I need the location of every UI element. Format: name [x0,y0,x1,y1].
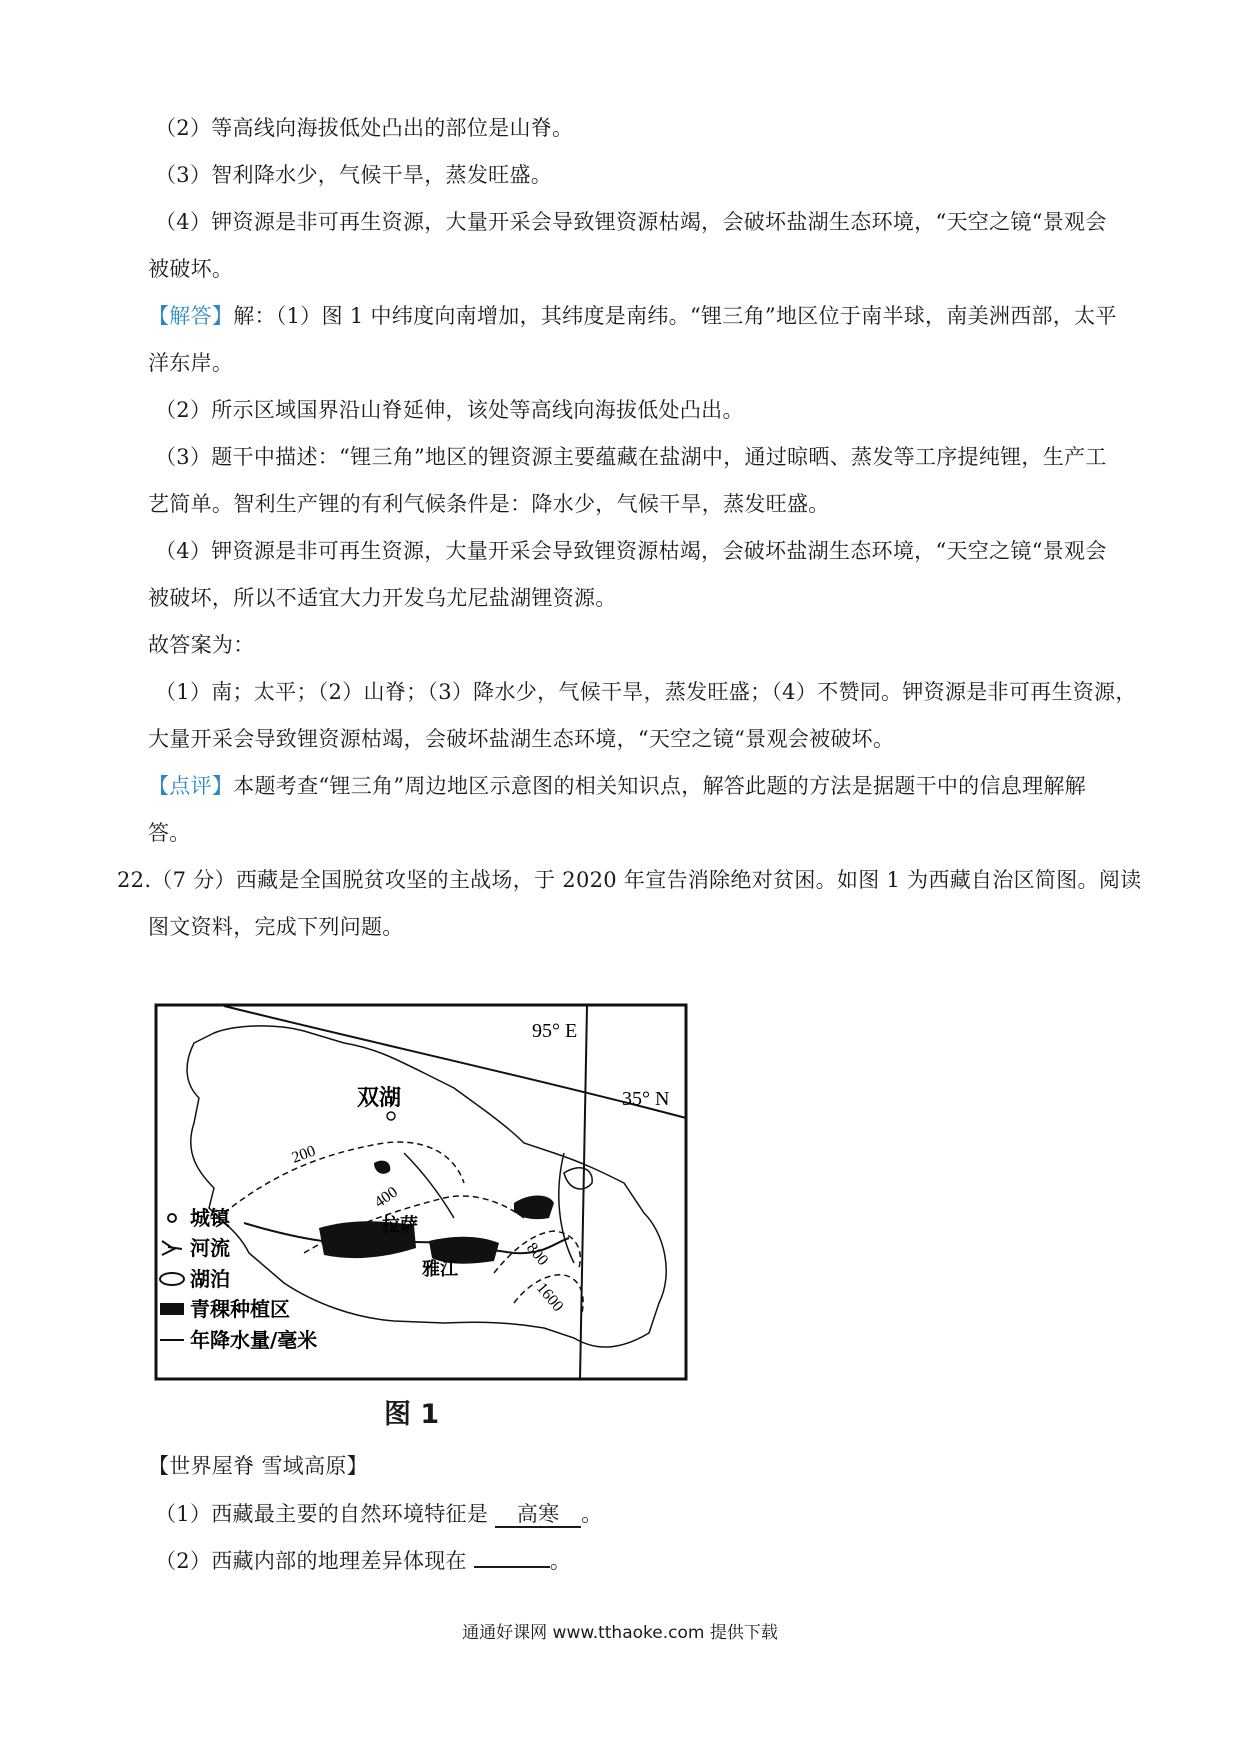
section-heading: 【世界屋脊 雪域高原】 [148,1454,368,1478]
question-1 [155,1500,602,1528]
latitude-label: 35° N [622,1088,670,1110]
legend-label: 湖泊 [190,1267,230,1291]
legend-label: 城镇 [190,1206,230,1230]
text-line: 故答案为： [148,633,255,657]
answer-text: 解：（1）图 1 中纬度向南增加，其纬度是南纬。“锂三角”地区位于南半球，南美洲西部，太平 [233,304,1117,328]
question-2 [155,1547,571,1575]
longitude-label: 95° E [532,1020,578,1042]
legend-label: 青稞种植区 [190,1297,290,1321]
legend-label: 河流 [190,1236,230,1260]
isoline-label: 800 [522,1239,552,1269]
text-line: （3）智利降水少，气候干旱，蒸发旺盛。 [155,163,553,187]
text-line: 洋东岸。 [148,351,234,375]
legend-label: 年降水量/毫米 [190,1328,318,1352]
text-line: （4）钾资源是非可再生资源，大量开采会导致锂资源枯竭，会破坏盐湖生态环境，“天空之镜“景观会 [155,539,1107,563]
text-line: 艺简单。智利生产锂的有利气候条件是：降水少，气候干旱，蒸发旺盛。 [148,492,830,516]
text-line: 图文资料，完成下列问题。 [148,915,404,939]
text-line: 答。 [148,821,191,845]
river-label: 雅江 [422,1259,458,1280]
text-line: （2）等高线向海拔低处凸出的部位是山脊。 [155,116,574,140]
isoline-label: 1600 [532,1279,567,1316]
figure-caption: 图 1 [384,1399,440,1430]
question-text: （2）西藏内部的地理差异体现在 [155,1549,474,1573]
comment-line [148,772,1086,800]
text-line: 被破坏，所以不适宜大力开发乌尤尼盐湖锂资源。 [148,586,617,610]
text-line: （2）所示区域国界沿山脊延伸，该处等高线向海拔低处凸出。 [155,398,744,422]
question-end: 。 [581,1502,603,1526]
isoline-label: 200 [289,1142,318,1167]
answer-line [148,302,1117,330]
legend-barley-icon [160,1303,184,1315]
text-line: （3）题干中描述：“锂三角”地区的锂资源主要蕴藏在盐湖中，通过晾晒、蒸发等工序提纯锂，生产工 [155,445,1107,469]
text-line: （1）南；太平；（2）山脊；（3）降水少，气候干旱，蒸发旺盛；（4）不赞同。钾资源是非可再生资源， [155,680,1137,704]
city-label: 拉萨 [382,1215,418,1236]
question-end: 。 [549,1549,572,1573]
question-22: 22.（7 分）西藏是全国脱贫攻坚的主战场，于 2020 年宣告消除绝对贫困。如图 1 为西藏自治区简图。阅读 [117,868,1142,892]
comment-tag: 【点评】 [148,774,234,798]
text-line: 大量开采会导致锂资源枯竭，会破坏盐湖生态环境，“天空之镜“景观会被破坏。 [148,727,895,751]
text-line: 被破坏。 [148,257,234,281]
question-text: （1）西藏最主要的自然环境特征是 [155,1502,496,1526]
answer-blank[interactable]: 高寒 [495,1502,581,1528]
footer: 通通好课网 www.tthaoke.com 提供下载 [462,1623,778,1643]
isoline-label: 400 [371,1183,401,1212]
tibet-map [154,1003,688,1384]
town-label: 双湖 [357,1086,402,1111]
comment-text: 本题考查“锂三角”周边地区示意图的相关知识点，解答此题的方法是据题干中的信息理解解 [233,774,1086,798]
answer-blank[interactable] [474,1566,550,1568]
text-line: （4）钾资源是非可再生资源，大量开采会导致锂资源枯竭，会破坏盐湖生态环境，“天空之镜“景观会 [155,210,1107,234]
answer-tag: 【解答】 [148,304,234,328]
